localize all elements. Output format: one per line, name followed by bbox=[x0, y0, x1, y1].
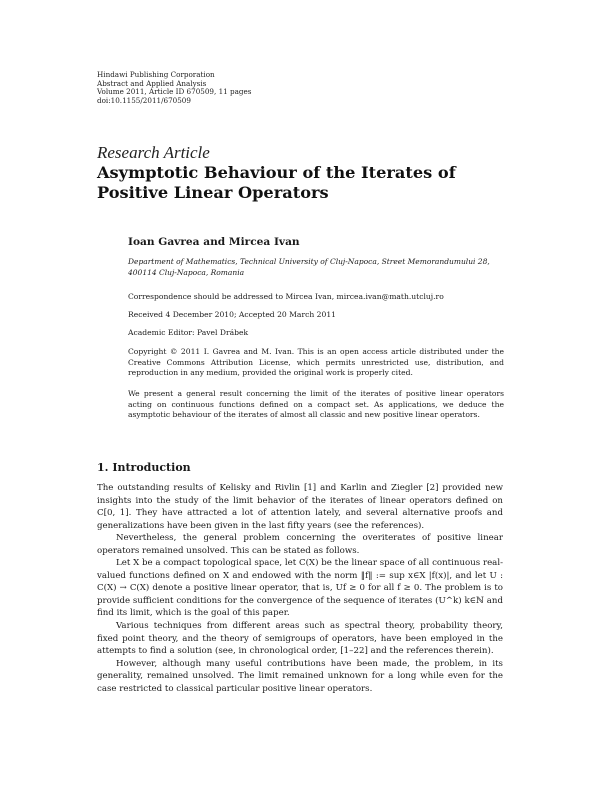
copyright-notice: Copyright © 2011 I. Gavrea and M. Ivan. This is an open access article distributed under the Creative Commons Attribution License, which permits unrestricted use, distribution, and reproduction in any medium, provided the original work is properly cited. bbox=[128, 347, 504, 377]
affiliation bbox=[128, 257, 508, 278]
section-heading: 1. Introduction bbox=[97, 461, 191, 474]
body-paragraph: Various techniques from different areas such as spectral theory, probability theory, fixed point theory, and the theory of semigroups of operators, have been employed in the attempts to find a solution (see, in chronological order, [1–22] and the references therein). bbox=[97, 621, 503, 657]
body-paragraph: Nevertheless, the general problem concerning the overiterates of positive linear operators remained unsolved. This can be stated as follows. bbox=[97, 533, 503, 556]
body-paragraph: The outstanding results of Kelisky and Rivlin [1] and Karlin and Ziegler [2] provided new insights into the study of the limit behavior of the iterates of linear operators defined on C[0, 1]. They have attracted a lot of attention lately, and several alternative proofs and generalizations have been given in the last fifty years (see the references). bbox=[97, 483, 503, 531]
academic-editor: Academic Editor: Pavel Drábek bbox=[128, 328, 249, 337]
doi: doi:10.1155/2011/670509 bbox=[97, 95, 191, 105]
correspondence: Correspondence should be addressed to Mircea Ivan, mircea.ivan@math.utcluj.ro bbox=[128, 292, 444, 301]
abstract: We present a general result concerning the limit of the iterates of positive linear operators acting on continuous functions defined on a compact set. As applications, we deduce the asymptotic behaviour of the iterates of almost all classic and new positive linear operators. bbox=[128, 389, 504, 419]
paper-title bbox=[97, 163, 517, 203]
journal-name: Abstract and Applied Analysis bbox=[97, 78, 207, 88]
authors: Ioan Gavrea and Mircea Ivan bbox=[128, 236, 300, 248]
volume-info: Volume 2011, Article ID 670509, 11 pages bbox=[97, 87, 252, 97]
journal-header bbox=[97, 71, 251, 105]
article-type: Research Article bbox=[97, 143, 210, 162]
affiliation-line: 400114 Cluj-Napoca, Romania bbox=[128, 267, 245, 277]
title-line: Asymptotic Behaviour of the Iterates of bbox=[97, 163, 456, 182]
body-paragraph: Let X be a compact topological space, let C(X) be the linear space of all continuous real-valued functions defined on X and endowed with the norm ‖f‖ := sup x∈X |f(x)|, and let U : C(X) → C(X) denote a positive linear operator, that is, Uf ≥ 0 for all f ≥ 0. The problem is to provide sufficient conditions for the convergence of the sequence of iterates (U^k) k∈ℕ and find its limit, which is the goal of this paper. bbox=[97, 558, 503, 619]
title-line: Positive Linear Operators bbox=[97, 183, 329, 202]
body-paragraph: However, although many useful contributions have been made, the problem, in its generality, remained unsolved. The limit remained unknown for a long while even for the case restricted to classical particular positive linear operators. bbox=[97, 658, 503, 694]
publisher: Hindawi Publishing Corporation bbox=[97, 70, 215, 79]
introduction-body bbox=[97, 482, 503, 695]
affiliation-line: Department of Mathematics, Technical University of Cluj-Napoca, Street Memorandumului 28, bbox=[128, 257, 490, 266]
dates: Received 4 December 2010; Accepted 20 March 2011 bbox=[128, 310, 336, 319]
